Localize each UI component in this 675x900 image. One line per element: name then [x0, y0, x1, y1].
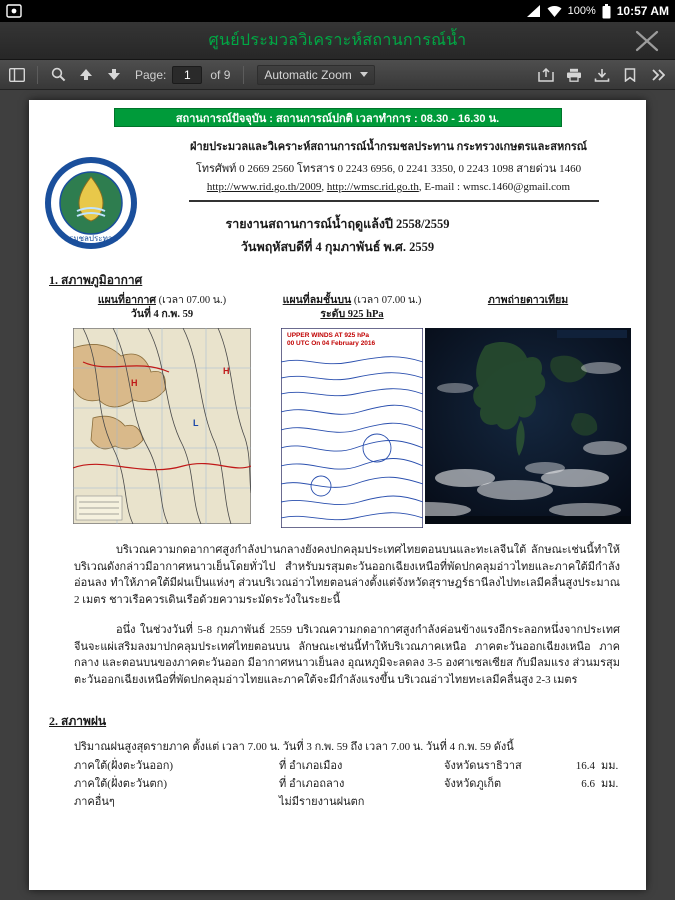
- upper-wind-column: [281, 294, 423, 528]
- battery-percent: 100%: [567, 5, 596, 17]
- email-label: , E-mail :: [418, 181, 463, 193]
- rain-place: ที่ อำเภอถลาง: [279, 778, 345, 791]
- map-subtitle: วันที่ 4 ก.พ. 59: [130, 309, 194, 321]
- page-up-icon: [79, 68, 93, 81]
- pdf-page: [29, 100, 646, 890]
- rain-unit: มม.: [601, 778, 619, 791]
- map-title: แผนที่ลมชั้นบน: [282, 295, 352, 306]
- download-button[interactable]: [589, 63, 615, 87]
- download-icon: [594, 68, 610, 82]
- satellite-header: [425, 294, 631, 328]
- open-file-icon: [538, 68, 554, 82]
- rain-place: ที่ อำเภอเมือง: [279, 760, 343, 772]
- phone-line: โทรศัพท์ 0 2669 2560 โทรสาร 0 2243 6956, 0 2241 3350, 0 2243 1098 สายด่วน 1460: [195, 163, 582, 175]
- contact-sep: ,: [321, 181, 327, 193]
- app-title-bar: [0, 22, 675, 60]
- rain-unit: [601, 793, 641, 811]
- status-banner: สถานการณ์ปัจจุบัน : สถานการณ์ปกติ เวลาทำการ : 08.30 - 16.30 น.: [114, 108, 562, 127]
- print-icon: [566, 68, 582, 82]
- upper-wind-header: [281, 294, 423, 328]
- contact-line: [141, 181, 636, 193]
- table-row: [74, 793, 646, 811]
- table-row: [74, 757, 646, 775]
- rain-amount: [559, 793, 601, 811]
- search-icon: [51, 67, 66, 82]
- rain-region: ภาคอื่นๆ: [74, 796, 115, 809]
- dept-line: ฝ่ายประมวลและวิเคราะห์สถานการณ์น้ำกรมชลประทาน กระทรวงเกษตรและสหกรณ์: [190, 141, 587, 153]
- open-file-button[interactable]: [533, 63, 559, 87]
- table-row: [74, 775, 646, 793]
- more-tools-button[interactable]: [645, 63, 671, 87]
- rain-region: ภาคใต้(ฝั่งตะวันตก): [74, 778, 167, 791]
- rain-place: ไม่มีรายงานฝนตก: [279, 796, 365, 809]
- sidebar-toggle-button[interactable]: [4, 63, 30, 87]
- page-up-button[interactable]: [73, 63, 99, 87]
- status-bar: [0, 0, 675, 22]
- upper-wind-map-image: [281, 328, 423, 528]
- email-address: wmsc.1460@gmail.com: [462, 181, 571, 193]
- link-rid[interactable]: http://www.rid.go.th/2009: [206, 181, 322, 193]
- logo-label-text: กรมชลประทาน: [64, 234, 118, 243]
- page-down-icon: [107, 68, 121, 81]
- page-down-button[interactable]: [101, 63, 127, 87]
- satellite-image: [425, 328, 631, 524]
- report-title: รายงานสถานการณ์น้ำฤดูแล้งปี 2558/2559: [225, 217, 450, 231]
- link-wmsc[interactable]: http://wmsc.rid.go.th: [326, 181, 419, 193]
- wifi-icon: [547, 5, 562, 17]
- svg-text:H: H: [223, 366, 230, 376]
- rain-unit: มม.: [601, 760, 619, 772]
- page-label: Page:: [135, 67, 167, 82]
- paragraph-2: อนึ่ง ในช่วงวันที่ 5-8 กุมภาพันธ์ 2559 บริเวณความกดอากาศสูงกำลังค่อนข้างแรงอีกระลอกหนึ่งจากประเทศจีนจะแผ่เสริมลงมาปกคลุมประเทศไทยตอนบน ลักษณะเช่นนี้ทำให้บริเวณภาคเหนือ ภาคตะวันออกเฉียงเหนือ ภาคกลาง และตอนบนของภาคตะวันออก มีอากาศหนาวเย็นลง อุณหภูมิจะลดลง 3-5 องศาเซลเซียส กับมีลมแรง ส่วนมรสุมตะวันออกเฉียงเหนือที่พัดปกคลุมอ่าวไทยและภาคใต้จะมีกำลังแรงขึ้น บริเวณอ่าวไทยทะเลมีคลื่นสูง 2-3 เมตร: [74, 624, 620, 686]
- clock: 10:57 AM: [616, 4, 669, 18]
- svg-text:H: H: [131, 378, 138, 388]
- rain-province: [444, 793, 559, 811]
- map-time: (เวลา 07.00 น.): [158, 295, 227, 306]
- zoom-dropdown[interactable]: [257, 65, 374, 85]
- close-icon: [634, 30, 660, 52]
- report-date: วันพฤหัสบดีที่ 4 กุมภาพันธ์ พ.ศ. 2559: [240, 240, 435, 254]
- find-button[interactable]: [45, 63, 71, 87]
- battery-icon: [602, 4, 611, 19]
- weather-map-image: [73, 328, 251, 524]
- header-rule: [189, 200, 599, 202]
- satellite-column: [425, 294, 631, 528]
- section-1-heading: 1. สภาพภูมิอากาศ: [49, 273, 143, 287]
- map-subtitle: ระดับ 925 hPa: [320, 309, 384, 321]
- page-title: ศูนย์ประมวลวิเคราะห์สถานการณ์น้ำ: [208, 32, 467, 49]
- rain-region: ภาคใต้(ฝั่งตะวันออก): [74, 760, 174, 772]
- page-number-input[interactable]: [172, 66, 202, 84]
- map-time: (เวลา 07.00 น.): [353, 295, 422, 306]
- rain-province: จังหวัดภูเก็ต: [444, 778, 502, 791]
- chevron-down-icon: [360, 72, 368, 77]
- upper-wind-caption: UPPER WINDS AT 925 hPa 00 UTC On 04 February 2016: [287, 332, 376, 348]
- zoom-value: Automatic Zoom: [264, 67, 352, 82]
- rain-intro: ปริมาณฝนสูงสุดรายภาค ตั้งแต่ เวลา 7.00 น. วันที่ 3 ก.พ. 59 ถึง เวลา 7.00 น. วันที่ 4 ก.พ. 59 ดังนี้: [74, 741, 514, 753]
- more-tools-icon: [651, 69, 665, 81]
- map-title: แผนที่อากาศ: [97, 295, 156, 306]
- bookmark-icon: [624, 68, 636, 82]
- toolbar-divider: [243, 66, 244, 84]
- bookmark-button[interactable]: [617, 63, 643, 87]
- close-button[interactable]: [627, 27, 667, 55]
- pdf-viewer[interactable]: [0, 90, 675, 900]
- svg-text:L: L: [193, 418, 199, 428]
- map-title: ภาพถ่ายดาวเทียม: [487, 295, 569, 306]
- paragraph-1: บริเวณความกดอากาศสูงกำลังปานกลางยังคงปกคลุมประเทศไทยตอนบนและทะเลจีนใต้ ลักษณะเช่นนี้ทำให้บริเวณดังกล่าวมีอากาศหนาวเย็นโดยทั่วไป สำหรับมรสุมตะวันออกเฉียงเหนือที่พัดปกคลุมอ่าวไทยและภาคใต้มีกำลังอ่อนลง ทำให้ภาคใต้มีฝนเป็นแห่งๆ ส่วนบริเวณอ่าวไทยตอนล่างตั้งแต่จังหวัดสุราษฎร์ธานีลงไปทะเลมีคลื่นสูงประมาณ 2 เมตร ชาวเรือควรเดินเรือด้วยความระมัดระวังในระยะนี้: [74, 544, 620, 606]
- rain-province: จังหวัดนราธิวาส: [444, 760, 522, 772]
- rid-logo: [43, 155, 139, 251]
- signal-icon: [527, 5, 541, 17]
- weather-map-column: [73, 294, 251, 528]
- screenshot-icon: [6, 4, 22, 18]
- section-2-heading: 2. สภาพฝน: [49, 714, 107, 728]
- toolbar-divider: [37, 66, 38, 84]
- rain-amount: 16.4: [575, 760, 595, 772]
- pdf-toolbar: [0, 60, 675, 90]
- weather-maps-row: [73, 294, 630, 528]
- page-count: of 9: [210, 67, 231, 82]
- sidebar-toggle-icon: [9, 68, 25, 82]
- rain-amount: 6.6: [581, 778, 595, 791]
- rain-table: [74, 757, 646, 811]
- weather-map-header: [73, 294, 251, 328]
- print-button[interactable]: [561, 63, 587, 87]
